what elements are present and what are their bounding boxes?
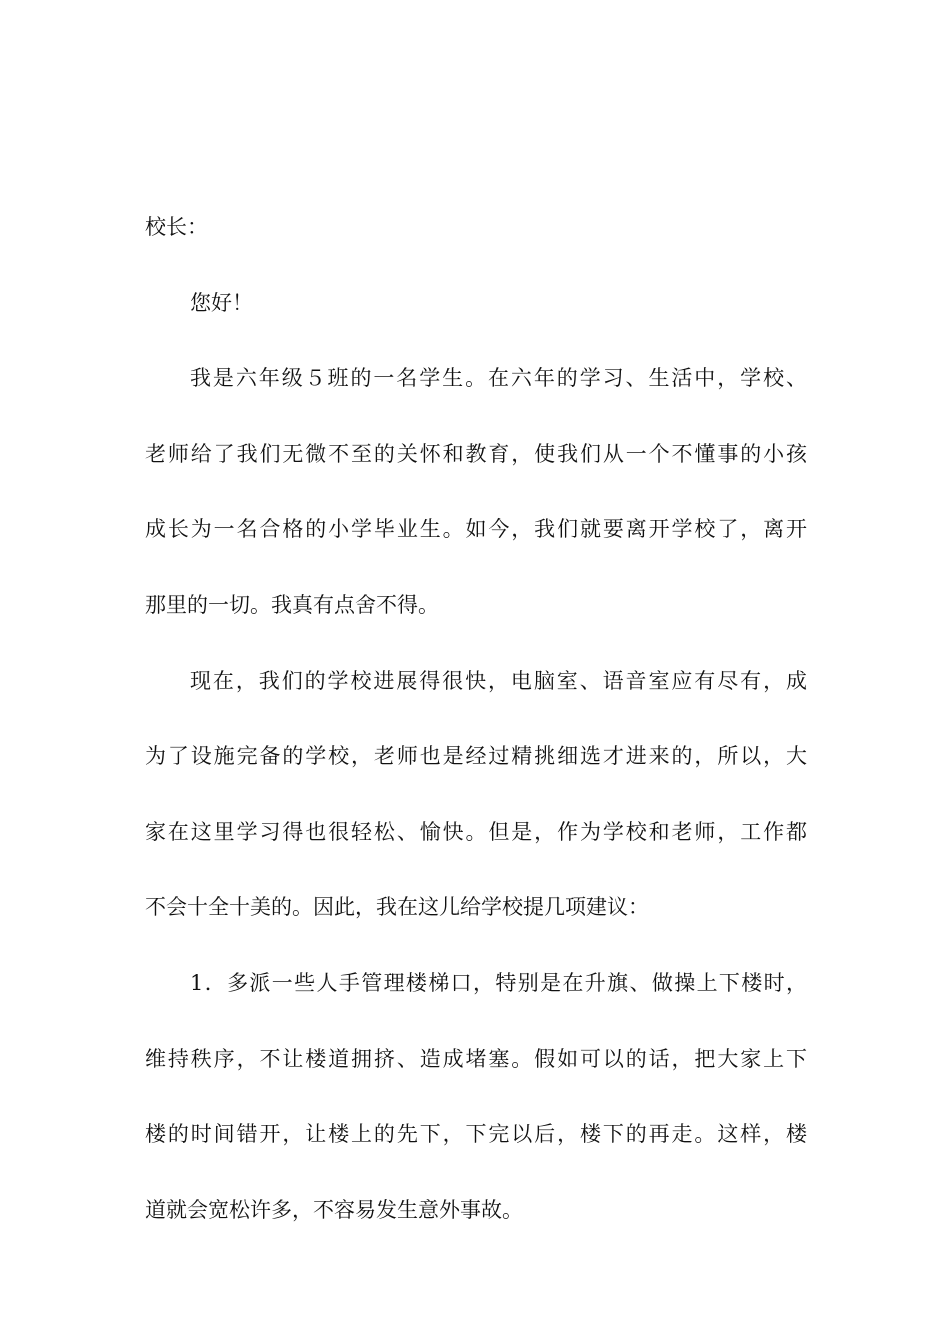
paragraph-line: 楼的时间错开，让楼上的先下，下完以后，楼下的再走。这样，楼 (145, 1122, 807, 1147)
paragraph-line: 道就会宽松许多，不容易发生意外事故。 (145, 1197, 523, 1222)
paragraph-line: 那里的一切。我真有点舍不得。 (145, 592, 439, 617)
paragraph-line: 我是六年级５班的一名学生。在六年的学习、生活中，学校、 (190, 366, 807, 391)
paragraph-line: 老师给了我们无微不至的关怀和教育，使我们从一个不懂事的小孩 (145, 441, 807, 466)
paragraph-line: 为了设施完备的学校，老师也是经过精挑细选才进来的，所以，大 (145, 744, 807, 769)
paragraph-1 (145, 355, 807, 657)
salutation: 校长： (145, 215, 208, 239)
paragraph-line: 家在这里学习得也很轻松、愉快。但是，作为学校和老师，工作都 (145, 819, 807, 844)
paragraph-line: 维持秩序，不让楼道拥挤、造成堵塞。假如可以的话，把大家上下 (145, 1046, 807, 1071)
greeting: 您好！ (190, 290, 253, 315)
paragraph-line: 现在，我们的学校进展得很快，电脑室、语音室应有尽有，成 (190, 668, 807, 693)
paragraph-2 (145, 658, 807, 960)
paragraph-line: 不会十全十美的。因此，我在这儿给学校提几项建议： (145, 895, 649, 920)
paragraph-line: 1．多派一些人手管理楼梯口，特别是在升旗、做操上下楼时， (190, 970, 807, 995)
paragraph-line: 成长为一名合格的小学毕业生。如今，我们就要离开学校了，离开 (145, 517, 807, 542)
paragraph-3 (145, 960, 807, 1262)
letter-body (145, 204, 807, 1262)
